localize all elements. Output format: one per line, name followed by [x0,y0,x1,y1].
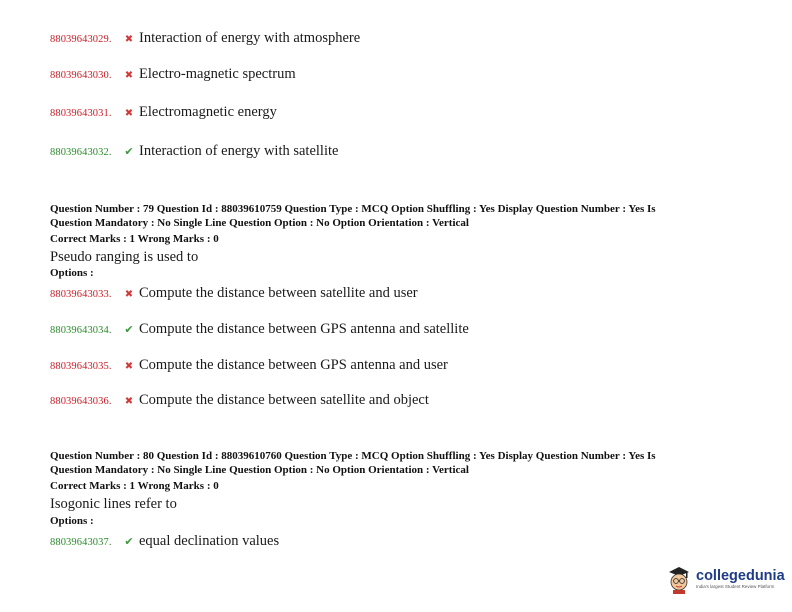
check-icon: ✔ [124,535,134,548]
option-text: Electromagnetic energy [139,104,277,120]
option-text: Compute the distance between GPS antenna and satellite [139,321,469,337]
option-id: 88039643031. [50,108,112,119]
option-text: equal declination values [139,533,280,549]
marks-line: Correct Marks : 1 Wrong Marks : 0 [50,480,219,492]
option-text: Interaction of energy with atmosphere [139,30,361,46]
cross-icon: ✖ [124,396,134,407]
option-row [50,285,418,302]
meta-line: Question Number : 79 Question Id : 88039610759 Question Type : MCQ Option Shuffling : Yes Display Question Number : Yes Is [50,203,656,215]
option-row [50,143,338,160]
option-id: 88039643030. [50,70,112,81]
meta-line: Question Mandatory : No Single Line Question Option : No Option Orientation : Vertical [50,217,469,229]
option-row [50,392,429,409]
option-text: Compute the distance between satellite and user [139,285,418,301]
option-row [50,533,279,550]
check-icon: ✔ [124,145,134,158]
option-row [50,30,360,47]
option-row [50,66,296,83]
option-row [50,104,277,121]
cross-icon: ✖ [124,361,134,372]
option-row [50,321,469,338]
option-id: 88039643036. [50,396,112,407]
options-label: Options : [50,267,94,279]
options-label: Options : [50,515,94,527]
option-text: Interaction of energy with satellite [139,143,339,159]
collegedunia-logo [666,564,785,594]
cross-icon: ✖ [124,34,134,45]
option-id: 88039643035. [50,361,112,372]
check-icon: ✔ [124,323,134,336]
option-id: 88039643032. [50,147,112,158]
cross-icon: ✖ [124,289,134,300]
cross-icon: ✖ [124,108,134,119]
option-text: Compute the distance between satellite and object [139,392,429,408]
marks-line: Correct Marks : 1 Wrong Marks : 0 [50,233,219,245]
logo-tagline: India's largest Student Review Platform [696,583,775,589]
meta-line: Question Mandatory : No Single Line Question Option : No Option Orientation : Vertical [50,464,469,476]
option-id: 88039643037. [50,537,112,548]
option-text: Compute the distance between GPS antenna and user [139,357,448,373]
logo-name: collegedunia [696,567,785,584]
option-text: Electro-magnetic spectrum [139,66,296,82]
option-id: 88039643029. [50,34,112,45]
meta-line: Question Number : 80 Question Id : 88039610760 Question Type : MCQ Option Shuffling : Yes Display Question Number : Yes Is [50,450,656,462]
cross-icon: ✖ [124,70,134,81]
question-meta [50,449,750,493]
question-meta [50,202,750,246]
option-id: 88039643033. [50,289,112,300]
question-text: Isogonic lines refer to [50,496,177,512]
option-id: 88039643034. [50,325,112,336]
option-row [50,357,448,374]
question-text: Pseudo ranging is used to [50,249,199,265]
graduate-mascot-icon [666,564,692,594]
